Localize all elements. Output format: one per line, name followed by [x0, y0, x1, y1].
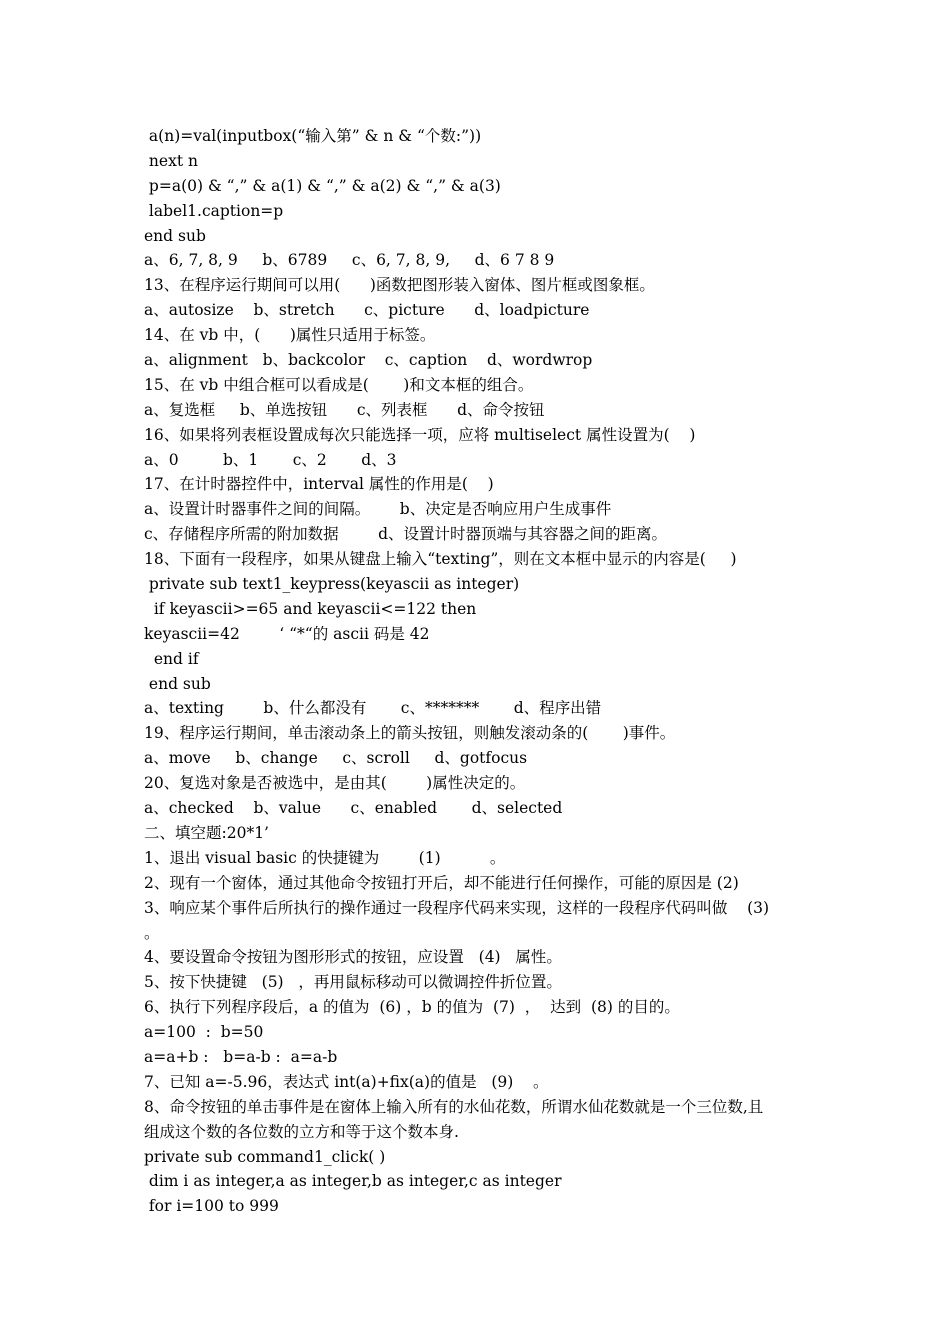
fill-question-2: 2、现有一个窗体，通过其他命令按钮打开后，却不能进行任何操作，可能的原因是 (2) [144, 873, 739, 892]
code-line: label1.caption=p [144, 201, 284, 220]
question-14: 14、在 vb 中，( )属性只适用于标签。 [144, 326, 436, 345]
answer-options: a、0 b、1 c、2 d、3 [144, 450, 397, 469]
question-15: 15、在 vb 中组合框可以看成是( )和文本框的组合。 [144, 375, 534, 394]
answer-options: c、存储程序所需的附加数据 d、设置计时器顶端与其容器之间的距离。 [144, 525, 668, 544]
question-19: 19、程序运行期间，单击滚动条上的箭头按钮，则触发滚动条的( )事件。 [144, 724, 676, 743]
answer-options: a、复选框 b、单选按钮 c、列表框 d、命令按钮 [144, 400, 545, 419]
question-13: 13、在程序运行期间可以用( )函数把图形装入窗体、图片框或图象框。 [144, 276, 655, 295]
section-heading: 二、填空题:20*1’ [144, 823, 269, 842]
code-line: end sub [144, 674, 211, 693]
code-line: a=a+b : b=a-b : a=a-b [144, 1047, 338, 1066]
code-line: end sub [144, 226, 206, 245]
code-line: next n [144, 151, 198, 170]
answer-options: a、move b、change c、scroll d、gotfocus [144, 749, 528, 768]
fill-question-3-continued: 。 [144, 923, 160, 942]
code-line: p=a(0) & “,” & a(1) & “,” & a(2) & “,” & a(3) [144, 176, 501, 195]
answer-options: a、6, 7, 8, 9 b、6789 c、6, 7, 8, 9, d、6 7 8 9 [144, 251, 555, 270]
fill-question-5: 5、按下快捷键 (5) ，再用鼠标移动可以微调控件折位置。 [144, 973, 562, 992]
code-line: a=100 : b=50 [144, 1023, 264, 1042]
code-line: dim i as integer,a as integer,b as integer,c as integer [144, 1172, 562, 1191]
question-18: 18、下面有一段程序，如果从键盘上输入“texting”，则在文本框中显示的内容是( ) [144, 550, 737, 569]
answer-options: a、alignment b、backcolor c、caption d、wordwrop [144, 351, 593, 370]
fill-question-4: 4、要设置命令按钮为图形形式的按钮，应设置 (4) 属性。 [144, 948, 562, 967]
answer-options: a、checked b、value c、enabled d、selected [144, 799, 563, 818]
question-20: 20、复选对象是否被选中，是由其( )属性决定的。 [144, 774, 526, 793]
code-line: if keyascii>=65 and keyascii<=122 then [144, 599, 477, 618]
code-line: keyascii=42 ‘ “*“的 ascii 码是 42 [144, 624, 430, 643]
fill-question-6: 6、执行下列程序段后，a 的值为 (6) ，b 的值为 (7) ， 达到 (8) 的目的。 [144, 998, 680, 1017]
code-line: for i=100 to 999 [144, 1197, 279, 1216]
question-17: 17、在计时器控件中，interval 属性的作用是( ) [144, 475, 494, 494]
code-line: a(n)=val(inputbox(“输入第” & n & “个数:”)) [144, 127, 482, 145]
answer-options: a、texting b、什么都没有 c、******* d、程序出错 [144, 699, 602, 718]
answer-options: a、autosize b、stretch c、picture d、loadpicture [144, 301, 590, 320]
code-line: private sub text1_keypress(keyascii as integer) [144, 575, 520, 594]
fill-question-7: 7、已知 a=-5.96，表达式 int(a)+fix(a)的值是 (9) 。 [144, 1072, 549, 1091]
answer-options: a、设置计时器事件之间的间隔。 b、决定是否响应用户生成事件 [144, 500, 612, 519]
code-line: end if [144, 649, 199, 668]
document-body [144, 124, 814, 1219]
question-16: 16、如果将列表框设置成每次只能选择一项，应将 multiselect 属性设置为( ) [144, 425, 696, 444]
fill-question-8-continued: 组成这个数的各位数的立方和等于这个数本身. [144, 1122, 459, 1141]
fill-question-1: 1、退出 visual basic 的快捷键为 (1) 。 [144, 848, 506, 867]
fill-question-3: 3、响应某个事件后所执行的操作通过一段程序代码来实现，这样的一段程序代码叫做 (3) [144, 898, 770, 917]
code-line: private sub command1_click( ) [144, 1147, 386, 1166]
fill-question-8: 8、命令按钮的单击事件是在窗体上输入所有的水仙花数，所谓水仙花数就是一个三位数,且 [144, 1097, 764, 1116]
